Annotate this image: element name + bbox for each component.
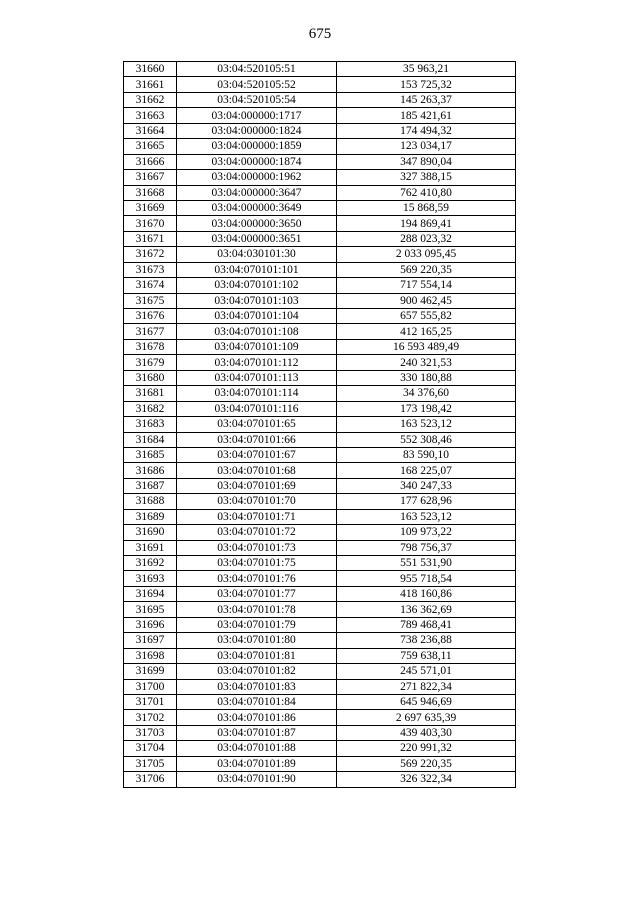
- cadastral-value-cell: 418 160,86: [337, 586, 516, 601]
- row-number-cell: 31686: [124, 463, 177, 478]
- cadastral-value-cell: 153 725,32: [337, 77, 516, 92]
- cadastral-value-cell: 15 868,59: [337, 200, 516, 215]
- cadastral-value-cell: 569 220,35: [337, 756, 516, 771]
- cadastral-number-cell: 03:04:070101:113: [177, 370, 337, 385]
- row-number-cell: 31689: [124, 509, 177, 524]
- row-number-cell: 31685: [124, 447, 177, 462]
- cadastral-value-cell: 220 991,32: [337, 741, 516, 756]
- table-row: [124, 525, 516, 540]
- table-row: [124, 154, 516, 169]
- cadastral-number-cell: 03:04:000000:3647: [177, 185, 337, 200]
- cadastral-value-cell: 16 593 489,49: [337, 339, 516, 354]
- cadastral-value-cell: 109 973,22: [337, 525, 516, 540]
- cadastral-value-cell: 759 638,11: [337, 648, 516, 663]
- cadastral-value-cell: 173 198,42: [337, 401, 516, 416]
- table-row: [124, 170, 516, 185]
- cadastral-value-cell: 163 523,12: [337, 417, 516, 432]
- cadastral-number-cell: 03:04:070101:116: [177, 401, 337, 416]
- cadastral-number-cell: 03:04:070101:69: [177, 478, 337, 493]
- cadastral-number-cell: 03:04:070101:67: [177, 447, 337, 462]
- cadastral-number-cell: 03:04:000000:3649: [177, 200, 337, 215]
- table-row: [124, 185, 516, 200]
- row-number-cell: 31705: [124, 756, 177, 771]
- cadastral-number-cell: 03:04:000000:1717: [177, 108, 337, 123]
- table-row: [124, 278, 516, 293]
- cadastral-value-cell: 245 571,01: [337, 664, 516, 679]
- cadastral-number-cell: 03:04:520105:51: [177, 62, 337, 77]
- row-number-cell: 31697: [124, 633, 177, 648]
- cadastral-number-cell: 03:04:070101:76: [177, 571, 337, 586]
- cadastral-value-cell: 145 263,37: [337, 92, 516, 107]
- cadastral-value-cell: 569 220,35: [337, 262, 516, 277]
- row-number-cell: 31671: [124, 231, 177, 246]
- table-body: [124, 62, 516, 788]
- row-number-cell: 31667: [124, 170, 177, 185]
- cadastral-value-cell: 163 523,12: [337, 509, 516, 524]
- cadastral-number-cell: 03:04:000000:3651: [177, 231, 337, 246]
- cadastral-value-cell: 955 718,54: [337, 571, 516, 586]
- table-row: [124, 540, 516, 555]
- cadastral-number-cell: 03:04:520105:52: [177, 77, 337, 92]
- cadastral-number-cell: 03:04:070101:84: [177, 694, 337, 709]
- table-row: [124, 370, 516, 385]
- cadastral-number-cell: 03:04:070101:102: [177, 278, 337, 293]
- cadastral-value-cell: 288 023,32: [337, 231, 516, 246]
- cadastral-number-cell: 03:04:070101:109: [177, 339, 337, 354]
- row-number-cell: 31668: [124, 185, 177, 200]
- table-row: [124, 478, 516, 493]
- cadastral-number-cell: 03:04:070101:70: [177, 494, 337, 509]
- table-row: [124, 262, 516, 277]
- table-row: [124, 123, 516, 138]
- row-number-cell: 31660: [124, 62, 177, 77]
- cadastral-number-cell: 03:04:070101:88: [177, 741, 337, 756]
- table-row: [124, 355, 516, 370]
- row-number-cell: 31677: [124, 324, 177, 339]
- cadastral-value-cell: 900 462,45: [337, 293, 516, 308]
- table-row: [124, 108, 516, 123]
- table-row: [124, 216, 516, 231]
- table-row: [124, 309, 516, 324]
- cadastral-number-cell: 03:04:070101:83: [177, 679, 337, 694]
- cadastral-value-cell: 326 322,34: [337, 772, 516, 787]
- table-row: [124, 694, 516, 709]
- row-number-cell: 31698: [124, 648, 177, 663]
- cadastral-number-cell: 03:04:070101:72: [177, 525, 337, 540]
- cadastral-number-cell: 03:04:070101:66: [177, 432, 337, 447]
- cadastral-number-cell: 03:04:070101:75: [177, 556, 337, 571]
- cadastral-number-cell: 03:04:000000:1874: [177, 154, 337, 169]
- row-number-cell: 31691: [124, 540, 177, 555]
- cadastral-value-cell: 412 165,25: [337, 324, 516, 339]
- table-row: [124, 339, 516, 354]
- table-row: [124, 386, 516, 401]
- row-number-cell: 31702: [124, 710, 177, 725]
- table-row: [124, 200, 516, 215]
- cadastral-number-cell: 03:04:070101:78: [177, 602, 337, 617]
- table-row: [124, 77, 516, 92]
- cadastral-value-cell: 2 033 095,45: [337, 247, 516, 262]
- table-row: [124, 571, 516, 586]
- cadastral-value-table: [123, 61, 516, 788]
- cadastral-number-cell: 03:04:070101:89: [177, 756, 337, 771]
- cadastral-number-cell: 03:04:070101:103: [177, 293, 337, 308]
- row-number-cell: 31706: [124, 772, 177, 787]
- table-row: [124, 741, 516, 756]
- row-number-cell: 31680: [124, 370, 177, 385]
- cadastral-number-cell: 03:04:000000:1859: [177, 139, 337, 154]
- row-number-cell: 31692: [124, 556, 177, 571]
- table-row: [124, 463, 516, 478]
- table-row: [124, 62, 516, 77]
- cadastral-value-cell: 177 628,96: [337, 494, 516, 509]
- table-row: [124, 92, 516, 107]
- table-row: [124, 710, 516, 725]
- cadastral-value-cell: 798 756,37: [337, 540, 516, 555]
- cadastral-number-cell: 03:04:070101:87: [177, 725, 337, 740]
- row-number-cell: 31663: [124, 108, 177, 123]
- row-number-cell: 31661: [124, 77, 177, 92]
- cadastral-number-cell: 03:04:070101:73: [177, 540, 337, 555]
- row-number-cell: 31669: [124, 200, 177, 215]
- cadastral-value-cell: 240 321,53: [337, 355, 516, 370]
- row-number-cell: 31696: [124, 617, 177, 632]
- row-number-cell: 31704: [124, 741, 177, 756]
- row-number-cell: 31664: [124, 123, 177, 138]
- cadastral-number-cell: 03:04:000000:1962: [177, 170, 337, 185]
- row-number-cell: 31703: [124, 725, 177, 740]
- row-number-cell: 31682: [124, 401, 177, 416]
- cadastral-value-cell: 34 376,60: [337, 386, 516, 401]
- cadastral-number-cell: 03:04:070101:114: [177, 386, 337, 401]
- table-row: [124, 417, 516, 432]
- row-number-cell: 31678: [124, 339, 177, 354]
- row-number-cell: 31690: [124, 525, 177, 540]
- table-row: [124, 556, 516, 571]
- row-number-cell: 31675: [124, 293, 177, 308]
- table-row: [124, 293, 516, 308]
- page-number: 675: [308, 26, 332, 42]
- row-number-cell: 31674: [124, 278, 177, 293]
- cadastral-value-cell: 717 554,14: [337, 278, 516, 293]
- table-row: [124, 586, 516, 601]
- cadastral-number-cell: 03:04:070101:71: [177, 509, 337, 524]
- cadastral-number-cell: 03:04:030101:30: [177, 247, 337, 262]
- cadastral-number-cell: 03:04:070101:77: [177, 586, 337, 601]
- row-number-cell: 31672: [124, 247, 177, 262]
- cadastral-value-cell: 330 180,88: [337, 370, 516, 385]
- row-number-cell: 31694: [124, 586, 177, 601]
- table-row: [124, 509, 516, 524]
- cadastral-value-cell: 657 555,82: [337, 309, 516, 324]
- cadastral-number-cell: 03:04:070101:101: [177, 262, 337, 277]
- row-number-cell: 31683: [124, 417, 177, 432]
- cadastral-value-cell: 738 236,88: [337, 633, 516, 648]
- table-row: [124, 664, 516, 679]
- cadastral-number-cell: 03:04:070101:112: [177, 355, 337, 370]
- cadastral-value-cell: 136 362,69: [337, 602, 516, 617]
- row-number-cell: 31665: [124, 139, 177, 154]
- table-row: [124, 648, 516, 663]
- cadastral-value-cell: 340 247,33: [337, 478, 516, 493]
- cadastral-number-cell: 03:04:070101:90: [177, 772, 337, 787]
- row-number-cell: 31688: [124, 494, 177, 509]
- table-row: [124, 231, 516, 246]
- row-number-cell: 31695: [124, 602, 177, 617]
- table-row: [124, 447, 516, 462]
- cadastral-value-cell: 123 034,17: [337, 139, 516, 154]
- cadastral-number-cell: 03:04:070101:81: [177, 648, 337, 663]
- row-number-cell: 31666: [124, 154, 177, 169]
- table-row: [124, 602, 516, 617]
- cadastral-value-cell: 185 421,61: [337, 108, 516, 123]
- row-number-cell: 31679: [124, 355, 177, 370]
- cadastral-value-cell: 2 697 635,39: [337, 710, 516, 725]
- cadastral-number-cell: 03:04:000000:1824: [177, 123, 337, 138]
- row-number-cell: 31701: [124, 694, 177, 709]
- cadastral-value-cell: 194 869,41: [337, 216, 516, 231]
- row-number-cell: 31670: [124, 216, 177, 231]
- cadastral-value-cell: 552 308,46: [337, 432, 516, 447]
- cadastral-number-cell: 03:04:070101:65: [177, 417, 337, 432]
- table-row: [124, 432, 516, 447]
- cadastral-value-cell: 551 531,90: [337, 556, 516, 571]
- cadastral-value-cell: 327 388,15: [337, 170, 516, 185]
- cadastral-value-cell: 347 890,04: [337, 154, 516, 169]
- cadastral-number-cell: 03:04:070101:80: [177, 633, 337, 648]
- table-row: [124, 401, 516, 416]
- cadastral-number-cell: 03:04:070101:82: [177, 664, 337, 679]
- cadastral-value-cell: 83 590,10: [337, 447, 516, 462]
- row-number-cell: 31699: [124, 664, 177, 679]
- row-number-cell: 31693: [124, 571, 177, 586]
- cadastral-value-cell: 789 468,41: [337, 617, 516, 632]
- cadastral-number-cell: 03:04:070101:68: [177, 463, 337, 478]
- row-number-cell: 31700: [124, 679, 177, 694]
- table-row: [124, 494, 516, 509]
- table-row: [124, 679, 516, 694]
- table-row: [124, 772, 516, 787]
- row-number-cell: 31673: [124, 262, 177, 277]
- cadastral-number-cell: 03:04:070101:108: [177, 324, 337, 339]
- cadastral-number-cell: 03:04:070101:79: [177, 617, 337, 632]
- row-number-cell: 31687: [124, 478, 177, 493]
- row-number-cell: 31681: [124, 386, 177, 401]
- table-row: [124, 247, 516, 262]
- cadastral-number-cell: 03:04:000000:3650: [177, 216, 337, 231]
- cadastral-value-cell: 168 225,07: [337, 463, 516, 478]
- cadastral-value-cell: 271 822,34: [337, 679, 516, 694]
- table-row: [124, 756, 516, 771]
- table-row: [124, 633, 516, 648]
- table-row: [124, 324, 516, 339]
- cadastral-number-cell: 03:04:520105:54: [177, 92, 337, 107]
- cadastral-value-cell: 645 946,69: [337, 694, 516, 709]
- row-number-cell: 31676: [124, 309, 177, 324]
- cadastral-number-cell: 03:04:070101:86: [177, 710, 337, 725]
- cadastral-number-cell: 03:04:070101:104: [177, 309, 337, 324]
- cadastral-value-cell: 762 410,80: [337, 185, 516, 200]
- table-row: [124, 725, 516, 740]
- row-number-cell: 31662: [124, 92, 177, 107]
- row-number-cell: 31684: [124, 432, 177, 447]
- cadastral-value-cell: 35 963,21: [337, 62, 516, 77]
- table-row: [124, 139, 516, 154]
- cadastral-value-cell: 439 403,30: [337, 725, 516, 740]
- table-row: [124, 617, 516, 632]
- cadastral-value-cell: 174 494,32: [337, 123, 516, 138]
